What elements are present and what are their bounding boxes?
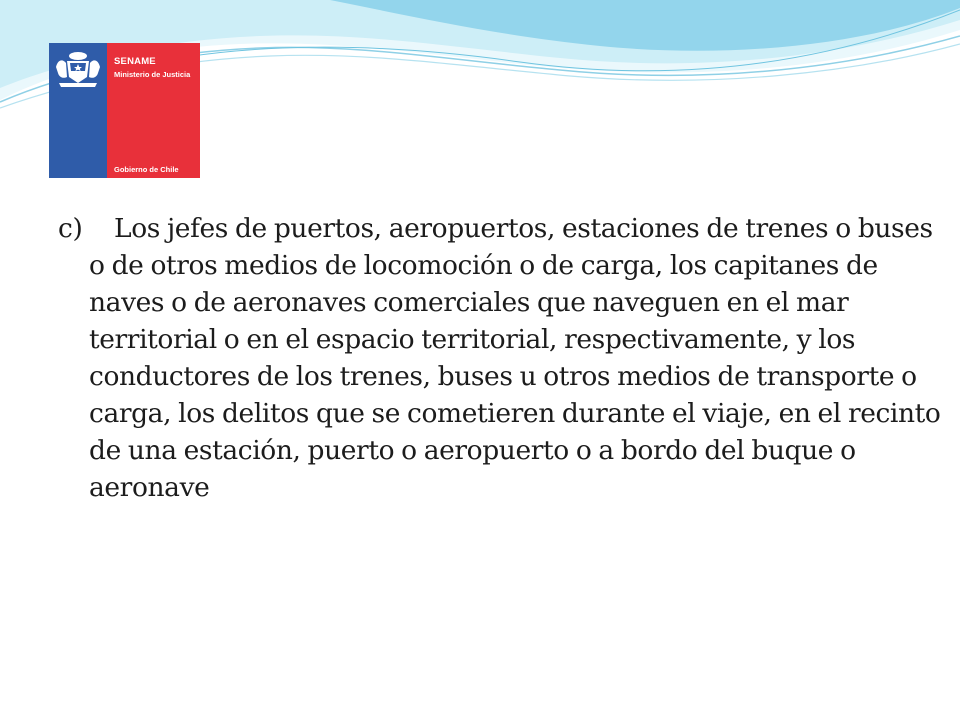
logo-blue-panel — [49, 43, 107, 178]
item-marker: c) — [58, 213, 83, 244]
item-text: Los jefes de puertos, aeropuertos, estaciones de trenes o buses o de otros medios de locomoción o de carga, los capitanes de naves o de aeronaves comerciales que naveguen en el mar territorial o en el espacio territorial, respectivamente, y los conductores de los trenes, buses u otros medios de transporte o carga, los delitos que se cometieren durante el viaje, en el recinto de una estación, puerto o aeropuerto o a bordo del buque o aeronave — [89, 213, 941, 503]
logo-ministry: Ministerio de Justicia — [114, 70, 191, 79]
chile-coat-of-arms-icon — [53, 47, 103, 91]
logo-organization: SENAME — [114, 56, 156, 67]
list-item-c — [58, 210, 949, 506]
sename-logo — [49, 43, 200, 178]
logo-government: Gobierno de Chile — [114, 165, 179, 174]
logo-red-panel — [107, 43, 200, 178]
